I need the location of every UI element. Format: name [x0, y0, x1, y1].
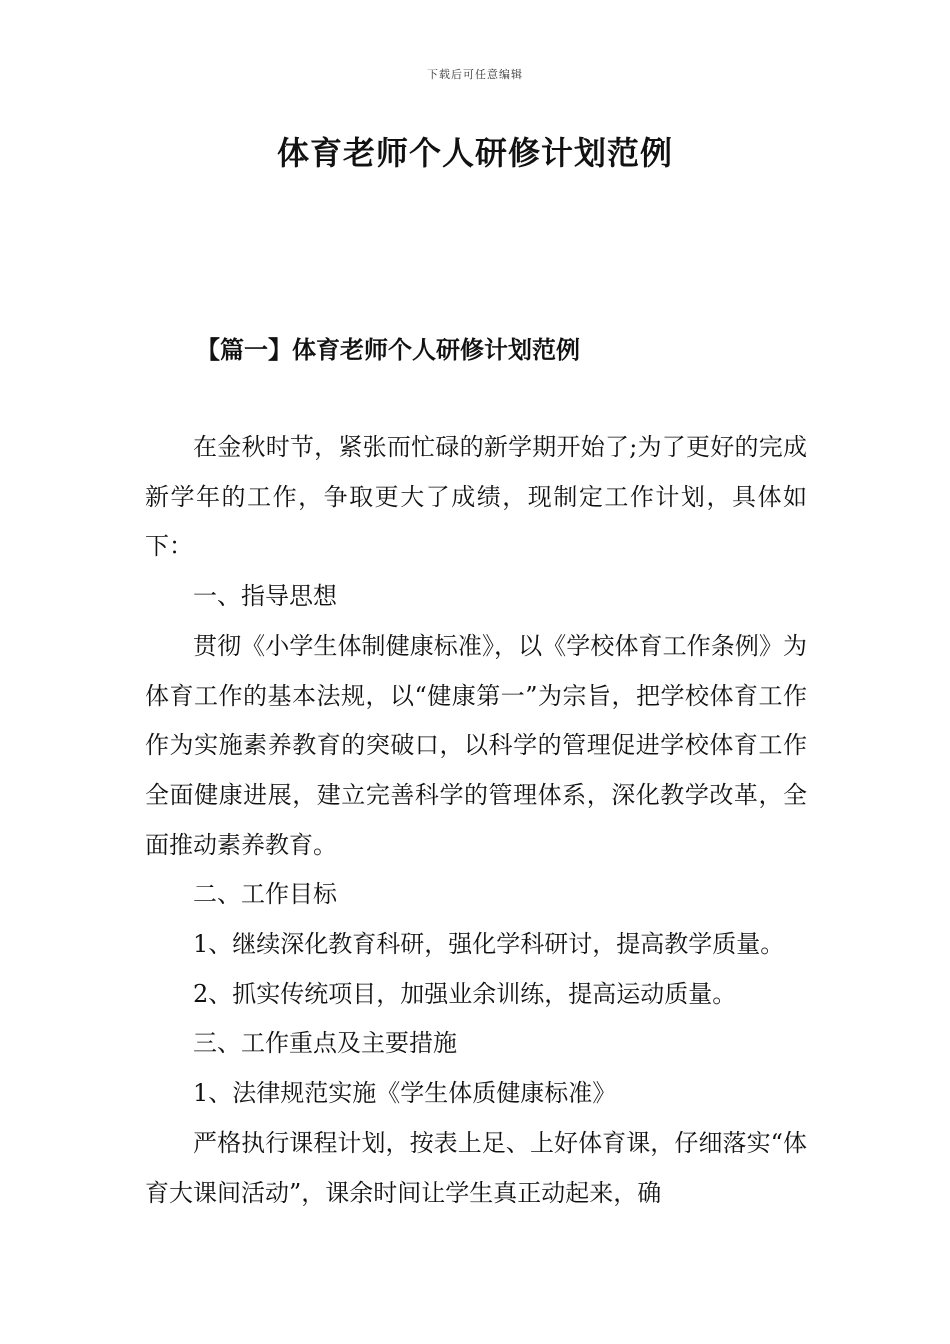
list-item-goal-1: 1、继续深化教育科研，强化学科研讨，提高教学质量。 [193, 930, 785, 959]
heading-guiding-ideology: 一、指导思想 [193, 582, 337, 611]
paragraph-intro: 在金秋时节，紧张而忙碌的新学期开始了;为了更好的完成新学年的工作，争取更大了成绩，现制定工作计划，具体如下： [145, 433, 807, 561]
document-body [145, 423, 807, 1218]
heading-key-measures: 三、工作重点及主要措施 [193, 1029, 457, 1058]
paragraph-measure-1: 严格执行课程计划，按表上足、上好体育课，仔细落实“体育大课间活动”，课余时间让学生真正动起来，确 [145, 1128, 807, 1207]
page-header-note: 下载后可任意编辑 [427, 68, 523, 81]
heading-work-goals: 二、工作目标 [193, 880, 337, 909]
paragraph-guiding-ideology: 贯彻《小学生体制健康标准》，以《学校体育工作条例》为体育工作的基本法规，以“健康第一”为宗旨，把学校体育工作作为实施素养教育的突破口，以科学的管理促进学校体育工作全面健康进展，建立完善科学的管理体系，深化教学改革，全面推动素养教育。 [145, 631, 807, 859]
section-heading: 【篇一】体育老师个人研修计划范例 [196, 335, 580, 364]
document-title: 体育老师个人研修计划范例 [276, 134, 673, 172]
list-item-measure-1: 1、法律规范实施《学生体质健康标准》 [193, 1079, 617, 1108]
list-item-goal-2: 2、抓实传统项目，加强业余训练，提高运动质量。 [193, 979, 737, 1008]
